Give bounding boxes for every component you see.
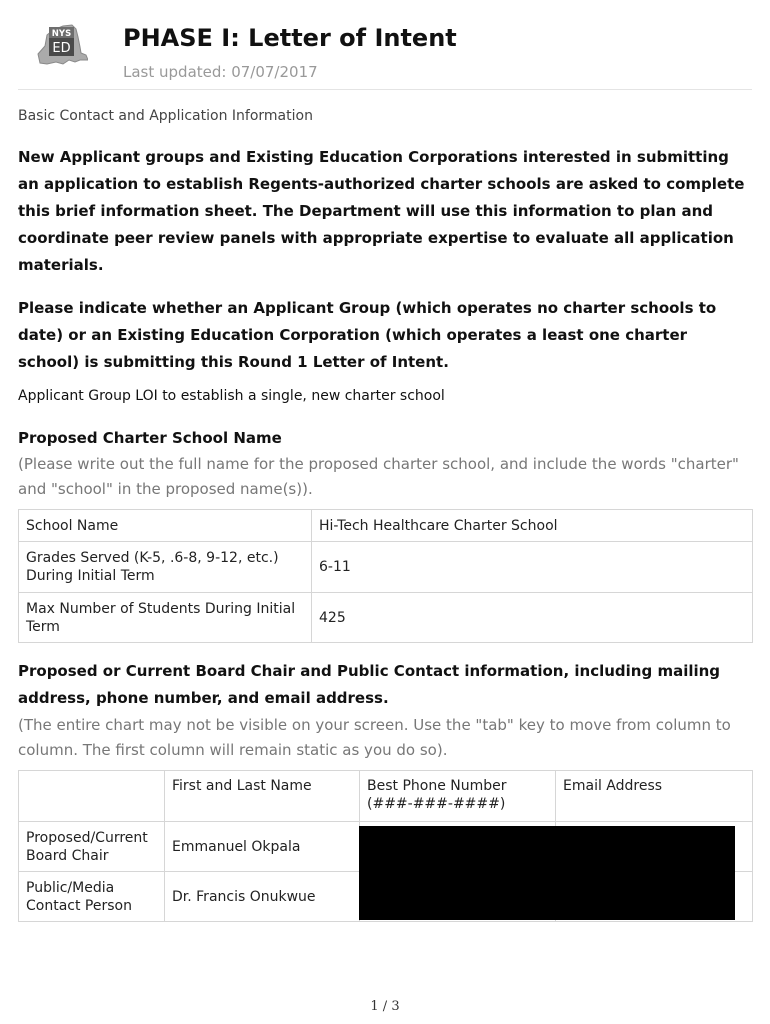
- column-header-phone: Best Phone Number (###-###-####): [360, 771, 556, 822]
- logo-text-nys: NYS: [51, 29, 72, 39]
- page-number: 1 / 3: [370, 999, 400, 1014]
- redaction-block: [359, 826, 735, 920]
- nysed-logo-icon: [36, 23, 88, 69]
- applicant-type-answer: Applicant Group LOI to establish a single, new charter school: [18, 388, 445, 404]
- row-label: Max Number of Students During Initial Term: [19, 593, 312, 643]
- column-header-name: First and Last Name: [165, 771, 360, 822]
- name-cell: Dr. Francis Onukwue: [165, 872, 360, 922]
- contact-instructions: (The entire chart may not be visible on your screen. Use the "tab" key to move from column to column. The first column will remain static as you do so).: [18, 716, 731, 759]
- row-label: Grades Served (K-5, .6-8, 9-12, etc.) During Initial Term: [19, 542, 312, 593]
- page-title: PHASE I: Letter of Intent: [123, 24, 457, 52]
- name-cell: Emmanuel Okpala: [165, 822, 360, 872]
- table-row: [19, 542, 753, 593]
- row-value: 6-11: [312, 542, 753, 593]
- role-cell: Public/Media Contact Person: [19, 872, 165, 922]
- contact-heading: Proposed or Current Board Chair and Public Contact information, including mailing address, phone number, and email address.: [18, 662, 721, 707]
- logo-text-ed: ED: [52, 41, 71, 56]
- row-value: 425: [312, 593, 753, 643]
- intro-paragraph: New Applicant groups and Existing Education Corporations interested in submitting an application to establish Regents-authorized charter schools are asked to complete this brief information sheet. The Department will use this information to plan and coordinate peer review panels with appropriate expertise to evaluate all application materials.: [18, 148, 745, 274]
- table-row: [19, 510, 753, 542]
- column-header-email: Email Address: [556, 771, 753, 822]
- school-name-instructions: (Please write out the full name for the proposed charter school, and include the words "charter" and "school" in the proposed name(s)).: [18, 455, 739, 498]
- last-updated: Last updated: 07/07/2017: [123, 63, 318, 81]
- table-row: [19, 593, 753, 643]
- role-cell: Proposed/Current Board Chair: [19, 822, 165, 872]
- section-label: Basic Contact and Application Information: [18, 108, 313, 124]
- table-header-row: [19, 771, 753, 822]
- row-value: Hi-Tech Healthcare Charter School: [312, 510, 753, 542]
- column-header-blank: [19, 771, 165, 822]
- header-divider: [18, 89, 752, 90]
- school-name-heading: Proposed Charter School Name: [18, 429, 282, 447]
- row-label: School Name: [19, 510, 312, 542]
- applicant-type-question: Please indicate whether an Applicant Group (which operates no charter schools to date) or an Existing Education Corporation (which operates a least one charter school) is submitting this Round 1 Letter of Intent.: [18, 299, 717, 371]
- nysed-logo: [36, 23, 88, 69]
- school-info-table: [18, 509, 753, 643]
